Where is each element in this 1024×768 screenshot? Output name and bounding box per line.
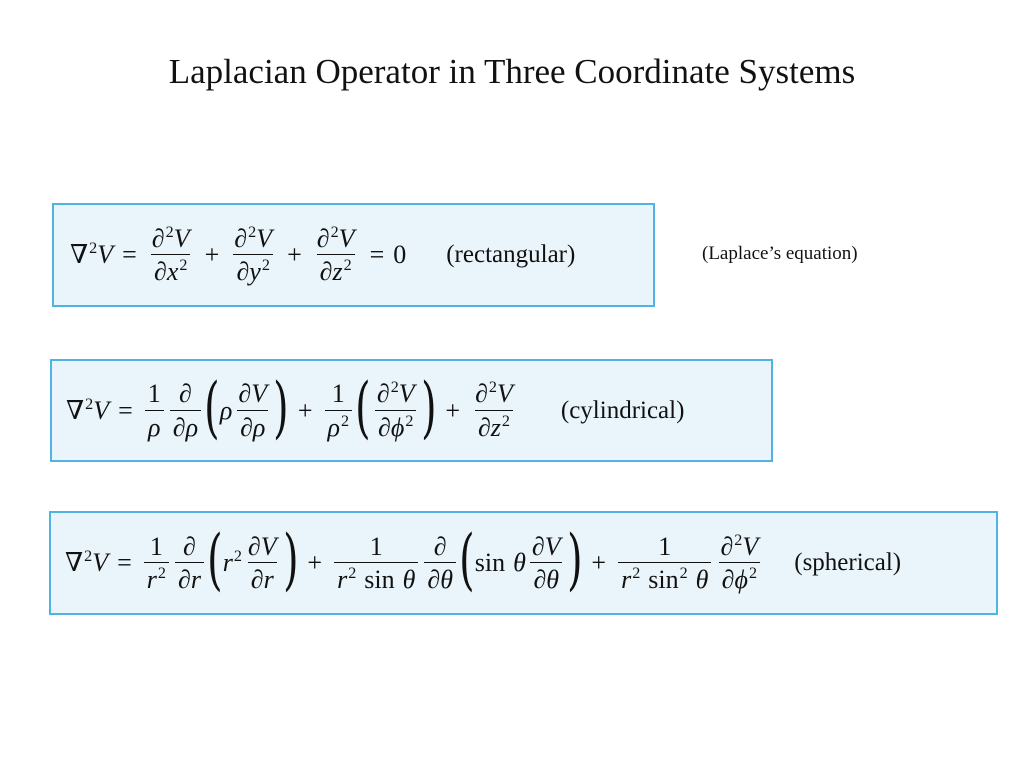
equation-rectangular [70, 205, 575, 305]
right-paren: ) [282, 521, 299, 598]
left-paren: ( [459, 521, 475, 598]
equation-box-spherical [49, 511, 998, 615]
equation-label-rectangular: (rectangular) [446, 241, 576, 268]
fraction-1-over-rho2: $\frac{1}{\rho^2}$ [325, 379, 353, 441]
laplacian-lhs: ∇$^2$V [66, 395, 110, 425]
zero: 0 [393, 240, 407, 269]
laplacian-lhs: ∇$^2$V [70, 240, 114, 269]
r-squared: $r^2$ [222, 548, 242, 577]
laplace-equation-note: (Laplace’s equation) [702, 243, 858, 264]
fraction-1-over-r2: $\frac{1}{r^2}$ [144, 532, 169, 594]
plus-sign: + [445, 395, 461, 425]
fraction-dv-dtheta: $\frac{\partial V}{\partial\theta}$ [531, 531, 561, 594]
fraction-d-dr: $\frac{\partial}{\partial r}$ [175, 532, 204, 594]
equation-label-spherical: (spherical) [794, 549, 902, 576]
equation-label-cylindrical: (cylindrical) [560, 396, 685, 424]
left-paren: ( [355, 368, 371, 446]
laplacian-lhs: ∇$^2$V [65, 548, 109, 577]
fraction-1-over-r2-sin-theta: $\frac{1}{r^2 \sin \theta}$ [334, 532, 418, 594]
fraction-d-drho: $\frac{\partial}{\partial\rho}$ [170, 379, 201, 441]
fraction-d2v-dx2: $\frac{\partial^2V}{\partial x^2}$ [151, 223, 190, 286]
fraction-d2v-dy2: $\frac{\partial^2V}{\partial y^2}$ [234, 223, 273, 286]
equation-box-rectangular [52, 203, 655, 307]
fraction-d2v-dz2: $\frac{\partial^2V}{\partial z^2}$ [475, 379, 513, 442]
right-paren: ) [566, 521, 583, 598]
fraction-dv-drho: $\frac{\partial V}{\partial\rho}$ [238, 379, 268, 442]
plus-sign: + [287, 240, 302, 269]
left-paren: ( [207, 521, 223, 598]
equals-sign: = [369, 240, 385, 269]
sin-theta: sin θ [474, 548, 526, 577]
plus-sign: + [204, 240, 220, 269]
fraction-d2v-dphi2: $\frac{\partial^2V}{\partial\phi^2}$ [376, 379, 415, 442]
equals-sign: = [118, 395, 133, 425]
plus-sign: + [591, 548, 607, 577]
rho-symbol: ρ [219, 395, 233, 425]
equals-sign: = [122, 240, 137, 269]
plus-sign: + [307, 548, 323, 577]
equation-cylindrical [66, 361, 684, 460]
fraction-dv-dr: $\frac{\partial V}{\partial r}$ [247, 531, 277, 594]
equation-box-cylindrical [50, 359, 773, 462]
plus-sign: + [297, 395, 313, 425]
fraction-d-dtheta: $\frac{\partial}{\partial\theta}$ [424, 532, 456, 594]
slide-title: Laplacian Operator in Three Coordinate Systems [168, 52, 856, 91]
equation-spherical [65, 513, 901, 613]
right-paren: ) [420, 368, 437, 446]
left-paren: ( [204, 368, 220, 446]
right-paren: ) [273, 368, 289, 446]
fraction-1-over-r2-sin2-theta: $\frac{1}{r^2 \sin^2 \theta}$ [618, 532, 711, 594]
fraction-1-over-rho: $\frac{1}{\rho}$ [145, 379, 164, 441]
fraction-d2v-dz2: $\frac{\partial^2V}{\partial z^2}$ [316, 223, 355, 286]
equals-sign: = [117, 548, 132, 577]
fraction-d2v-dphi2: $\frac{\partial^2V}{\partial\phi^2}$ [720, 531, 759, 594]
